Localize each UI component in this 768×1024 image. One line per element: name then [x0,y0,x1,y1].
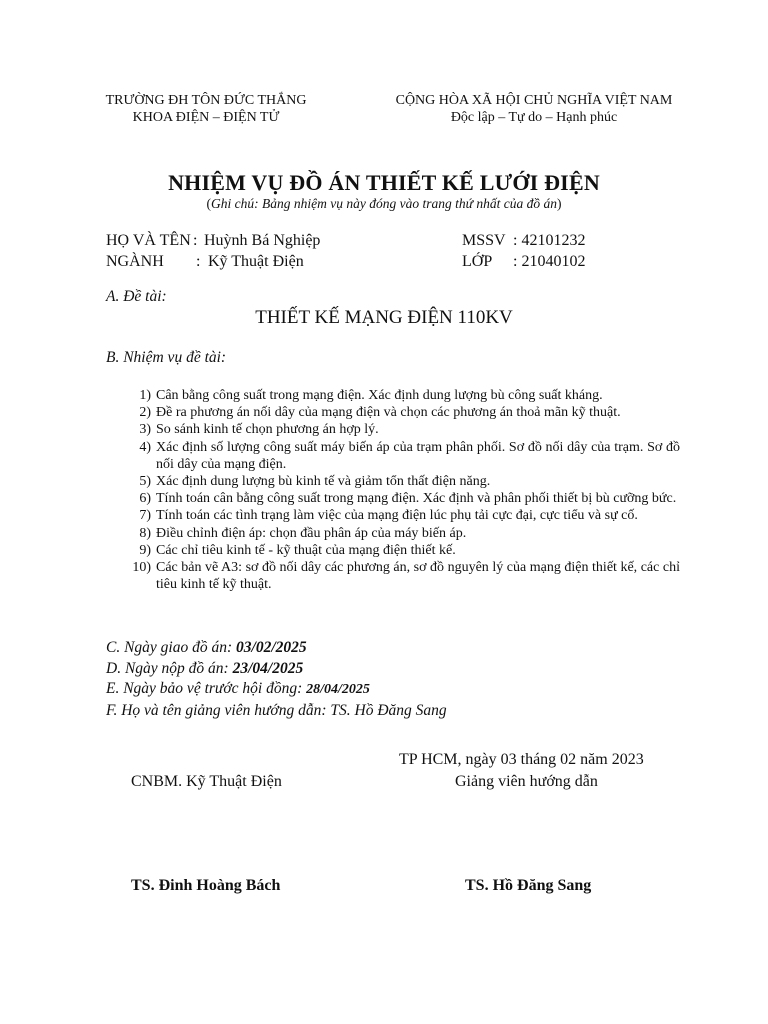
note-text: : Bảng nhiệm vụ này đóng vào trang thứ nhất của đồ án [254,196,557,211]
task-text: Đề ra phương án nối dây của mạng điện và chọn các phương án thoả mãn kỹ thuật. [156,405,621,421]
task-text: Tính toán cân bằng công suất trong mạng điện. Xác định và phân phối thiết bị bù cưỡng bức. [156,491,677,507]
defense-date-row [106,679,447,701]
task-item [128,559,680,593]
task-number: 6) [139,491,151,507]
dates-block [106,638,447,721]
faculty-name: KHOA ĐIỆN – ĐIỆN TỬ [132,110,280,125]
submit-date-value: 23/04/2025 [232,659,304,677]
note-label: Ghi chú [211,196,255,211]
national-motto-line2: Độc lập – Tự do – Hạnh phúc [450,110,618,125]
task-number: 3) [139,422,151,438]
submit-date-label: D. Ngày nộp đồ án: [106,659,233,677]
title-note [0,196,768,212]
task-number: 5) [139,474,151,490]
major-sep: : [196,253,201,270]
task-number: 1) [139,388,151,403]
defense-date-value: 28/04/2025 [306,682,370,697]
task-item [128,439,680,473]
project-topic: THIẾT KẾ MẠNG ĐIỆN 110KV [255,307,513,328]
department-head-title: CNBM. Kỹ Thuật Điện [131,773,282,790]
supervisor-row [106,701,447,722]
task-number: 10) [132,560,151,576]
section-b-label: B. Nhiệm vụ đề tài: [106,349,227,366]
task-item [128,507,680,524]
major-label: NGÀNH [106,253,164,270]
submit-date-row [106,659,447,680]
task-text: So sánh kinh tế chọn phương án hợp lý. [156,422,379,438]
task-text: Xác định dung lượng bù kinh tế và giảm tổn thất điện năng. [156,474,491,490]
task-item [128,387,680,404]
task-text: Xác định số lượng công suất máy biến áp của trạm phân phối. Sơ đồ nối dây của trạm. Sơ đồ nối dây của mạng điện. [156,439,680,472]
national-motto-line1: CỘNG HÒA XÃ HỘI CHỦ NGHĨA VIỆT NAM [395,93,673,108]
student-id-value: : 42101232 [513,232,586,249]
task-number: 7) [139,508,151,524]
major-value: Kỹ Thuật Điện [208,253,304,270]
school-header [98,92,314,126]
task-text: Tính toán các tình trạng làm việc của mạng điện lúc phụ tải cực đại, cực tiểu và sự cố. [156,508,638,524]
task-number: 9) [139,542,151,558]
task-item [128,490,680,507]
supervisor-label: F. Họ và tên giảng viên hướng dẫn: [106,701,331,719]
task-text: Điều chỉnh điện áp: chọn đầu phân áp của máy biến áp. [156,525,467,541]
assign-date-label: C. Ngày giao đồ án: [106,639,237,656]
supervisor-name: TS. Hồ Đăng Sang [465,877,592,894]
task-number: 8) [139,525,151,541]
place-date: TP HCM, ngày 03 tháng 02 năm 2023 [399,751,644,768]
class-value: : 21040102 [513,253,586,270]
task-number: 2) [139,405,151,421]
task-item [128,542,680,559]
task-text: Các chỉ tiêu kinh tế - kỹ thuật của mạng điện thiết kế. [156,542,456,558]
assign-date-value: 03/02/2025 [236,639,307,656]
task-item [128,404,680,421]
task-list [128,387,680,593]
note-close-paren: ) [556,196,562,211]
task-item [128,421,680,438]
section-a-label: A. Đề tài: [106,288,167,305]
student-id-label: MSSV [462,232,506,249]
university-name: TRƯỜNG ĐH TÔN ĐỨC THẮNG [105,93,307,108]
task-text: Các bản vẽ A3: sơ đồ nối dây các phương án, sơ đồ nguyên lý của mạng điện thiết kế, các chỉ tiêu kinh tế kỹ thuật. [156,560,680,593]
national-header [384,92,684,126]
assign-date-row [106,638,447,659]
supervisor-value: TS. Hồ Đăng Sang [330,701,447,719]
department-head-name: TS. Đinh Hoàng Bách [131,877,281,894]
defense-date-label: E. Ngày bảo vệ trước hội đồng: [106,680,307,697]
supervisor-title: Giảng viên hướng dẫn [455,773,598,790]
note-open-paren: ( [206,196,212,211]
student-name-label: HỌ VÀ TÊN [106,232,191,249]
student-name-sep: : [193,232,198,249]
task-number: 4) [139,439,151,455]
task-text: Cân bằng công suất trong mạng điện. Xác định dung lượng bù công suất kháng. [156,388,603,403]
document-title: NHIỆM VỤ ĐỒ ÁN THIẾT KẾ LƯỚI ĐIỆN [168,170,600,195]
task-item [128,473,680,490]
task-item [128,525,680,542]
student-name-value: Huỳnh Bá Nghiệp [204,232,321,249]
class-label: LỚP [462,253,493,270]
